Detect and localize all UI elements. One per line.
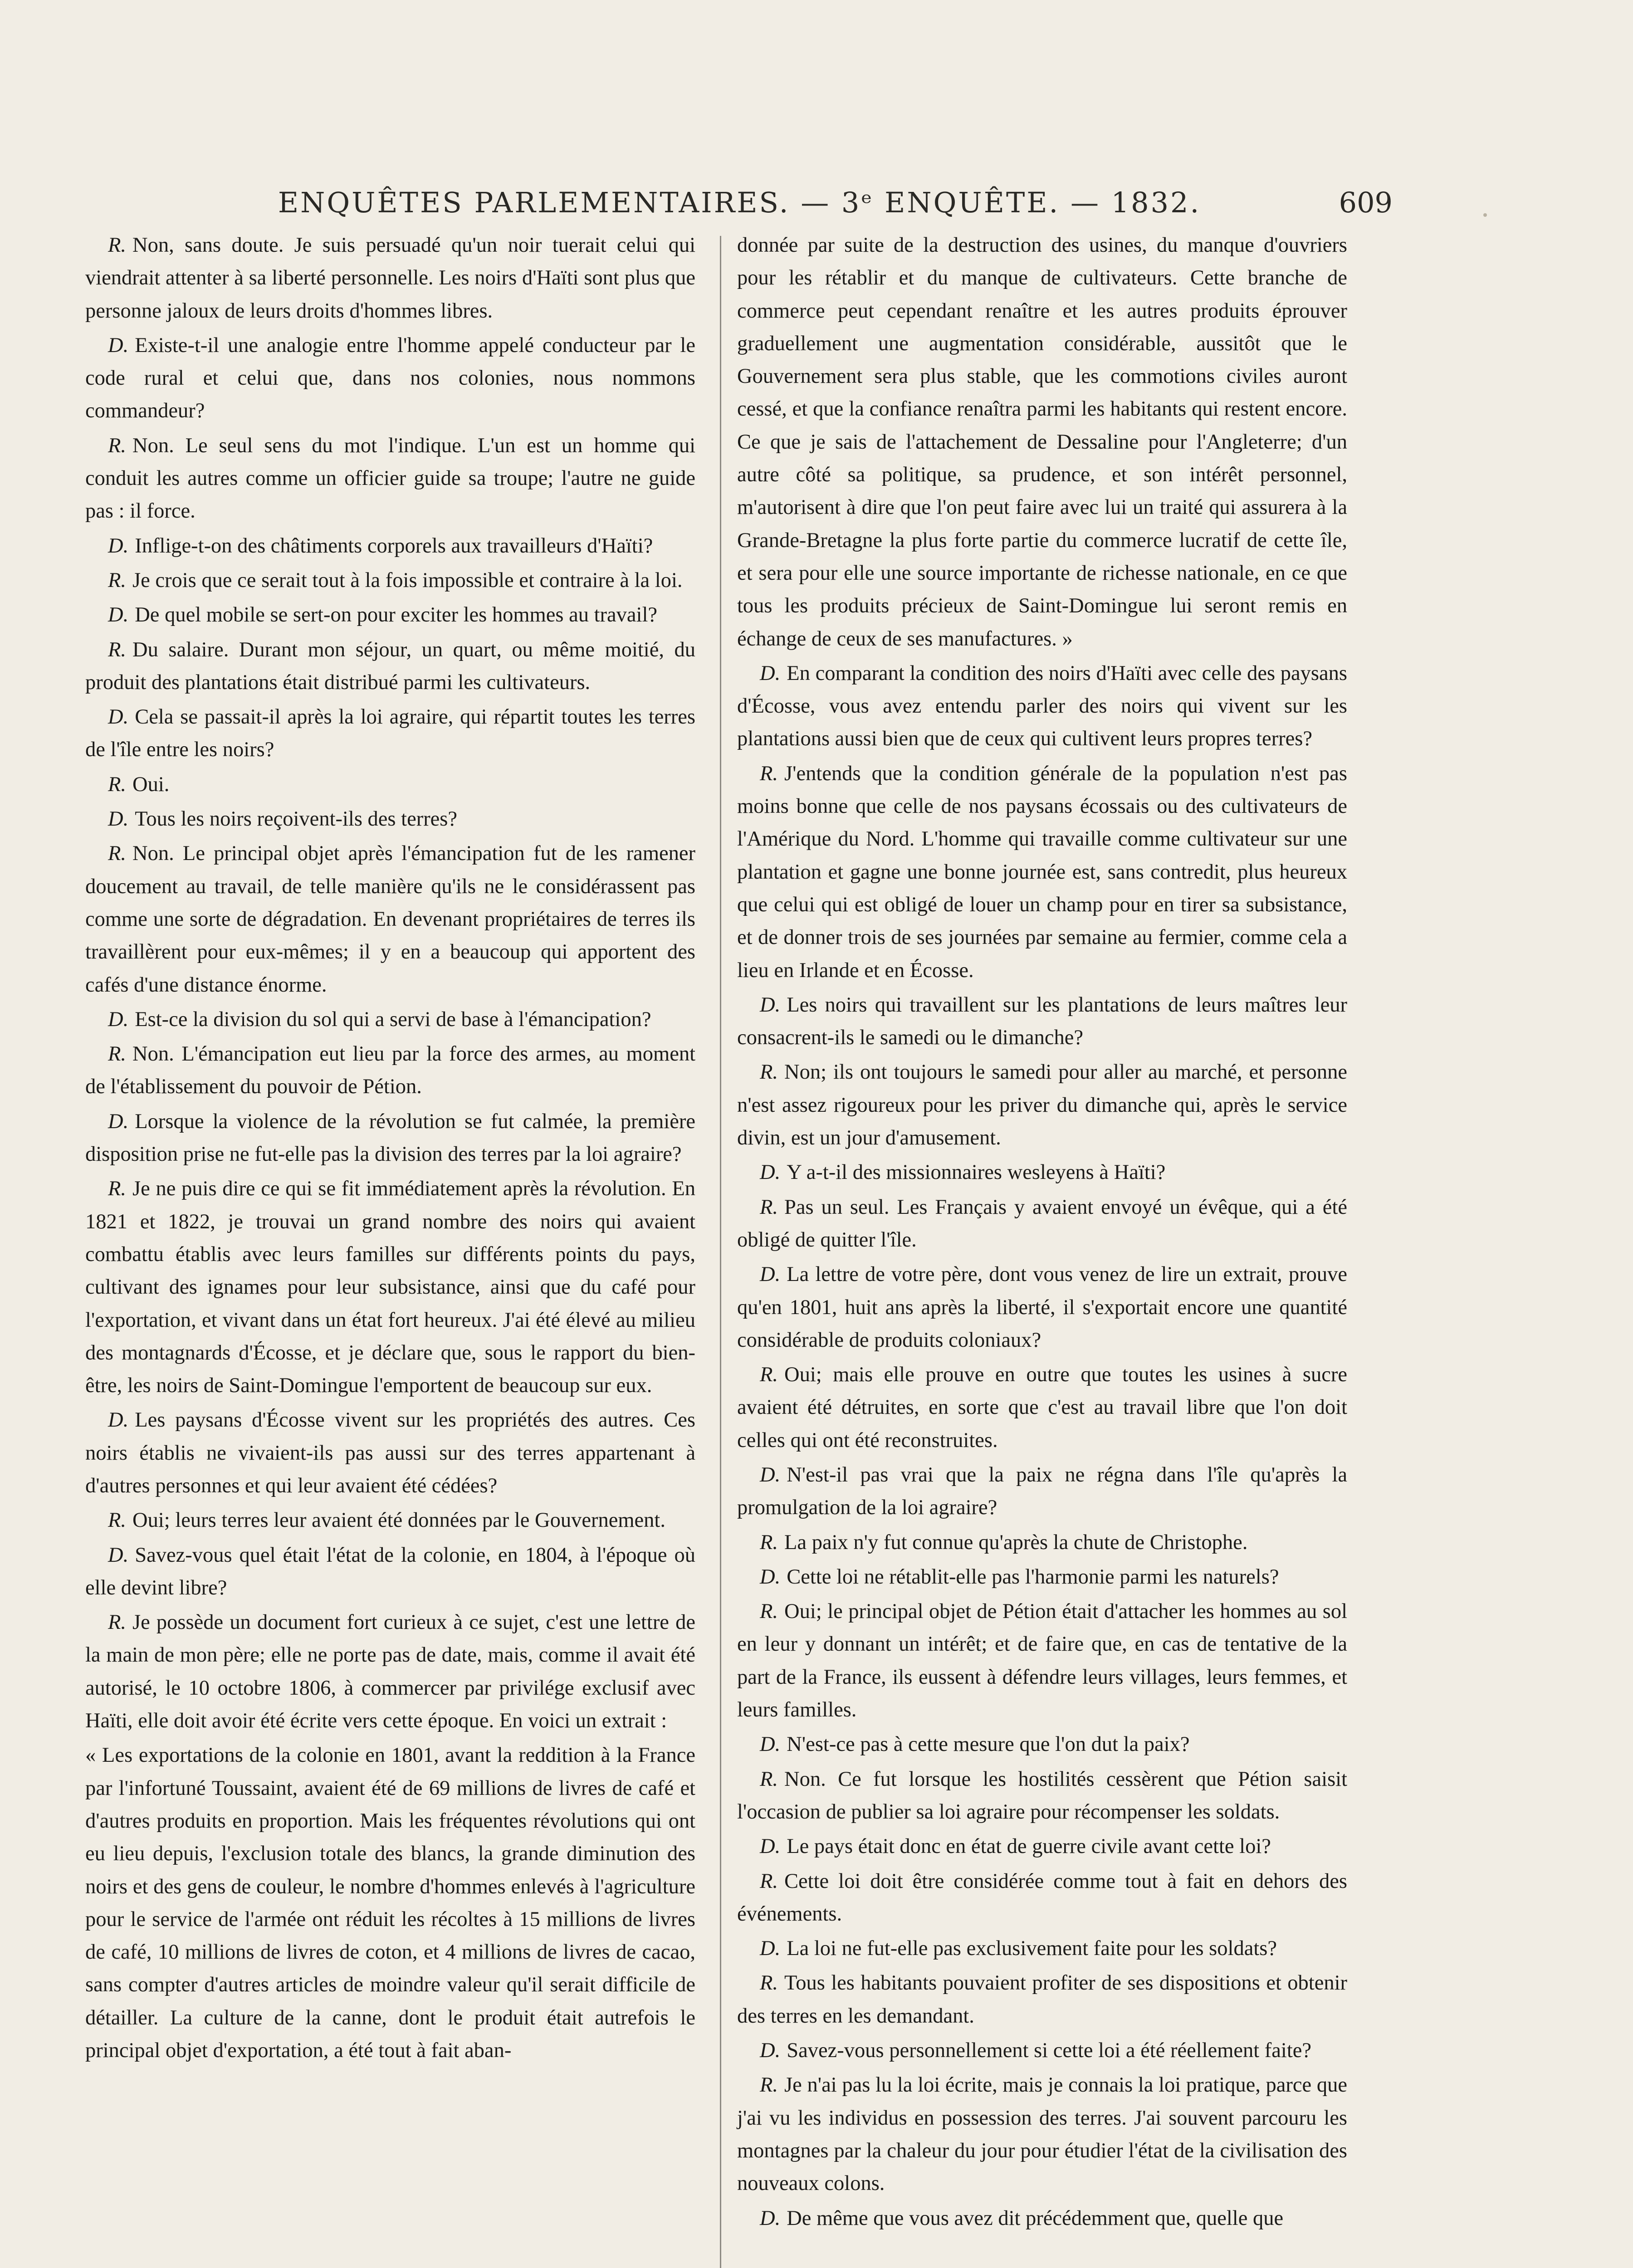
paragraph-text: Non. L'émancipation eut lieu par la force des armes, au moment de l'établissement du pouvoir de Pétion.: [85, 1042, 695, 1099]
paragraph: [737, 1561, 1347, 1593]
speaker-label: D.: [760, 1733, 781, 1756]
paragraph: [85, 1606, 695, 1737]
paragraph-text: Je possède un document fort curieux à ce sujet, c'est une lettre de la main de mon père; elle ne porte pas de date, mais, comme il avait été autorisé, le 10 octobre 1806, à commercer par privilége exclusif avec Haïti, elle doit avoir été écrite vers cette époque. En voici un extrait :: [85, 1611, 695, 1733]
paragraph: [85, 530, 695, 562]
speaker-label: D.: [760, 1835, 781, 1858]
paragraph: [85, 1539, 695, 1605]
paragraph: [737, 1728, 1347, 1761]
paragraph-text: Non. Ce fut lorsque les hostilités cessèrent que Pétion saisit l'occasion de publier sa loi agraire pour récompenser les soldats.: [737, 1767, 1347, 1823]
paragraph-text: Je ne puis dire ce qui se fit immédiatement après la révolution. En 1821 et 1822, je trouvai un grand nombre des noirs qui avaient combattu établis avec leurs familles sur différents points du pays, cultivant des ignames pour leur subsistance, ainsi que du café pour l'exportation, et vivant dans un état fort heureux. J'ai été élevé au milieu des montagnards d'Écosse, et je déclare que, sous le rapport du bien-être, les noirs de Saint-Domingue l'emportent de beaucoup sur eux.: [85, 1177, 695, 1398]
speaker-label: R.: [760, 762, 778, 785]
paragraph-text: Cela se passait-il après la loi agraire, qui répartit toutes les terres de l'île entre les noirs?: [85, 705, 695, 762]
paragraph: [85, 1404, 695, 1502]
speaker-label: R.: [760, 1971, 778, 1995]
paragraph-text: donnée par suite de la destruction des usines, du manque d'ouvriers pour les rétablir et du manque de cultivateurs. Cette branche de commerce peut cependant renaître et les autres produits éprouver graduellement une augmentation considérable, aussitôt que le Gouvernement sera plus stable, que les commotions civiles auront cessé, et que la confiance renaîtra parmi les habitants qui restent encore. Ce que je sais de l'attachement de Dessaline pour l'Angleterre; d'un autre côté sa politique, sa prudence, et son intérêt personnel, m'autorisent à dire que l'on peut faire avec lui un traité qui assurera à la Grande-Bretagne la plus forte partie du commerce lucratif de cette île, et sera pour elle une source importante de richesse nationale, en ce que tous les produits précieux de Saint-Domingue lui seront remis en échange de ceux de ses manufactures. »: [737, 234, 1347, 650]
paragraph: [85, 1739, 695, 2067]
paragraph-text: La loi ne fut-elle pas exclusivement faite pour les soldats?: [787, 1937, 1277, 1960]
paragraph: [85, 564, 695, 597]
speaker-label: D.: [108, 1007, 129, 1031]
paragraph-text: La lettre de votre père, dont vous venez de lire un extrait, prouve qu'en 1801, huit ans après la liberté, il s'exportait encore une quantité considérable de produits coloniaux?: [737, 1263, 1347, 1352]
paragraph-text: Je crois que ce serait tout à la fois impossible et contraire à la loi.: [132, 568, 683, 592]
paragraph: [85, 837, 695, 1001]
paragraph-text: Est-ce la division du sol qui a servi de base à l'émancipation?: [135, 1007, 651, 1031]
speaker-label: R.: [760, 1869, 778, 1893]
paragraph: [737, 989, 1347, 1055]
paragraph-text: Non. Le principal objet après l'émancipation fut de les ramener doucement au travail, de telle manière qu'ils ne le considérassent pas comme une sorte de dégradation. En devenant propriétaires de terres ils travaillèrent pour eux-mêmes; il y en a beaucoup qui apportent des cafés d'une distance énorme.: [85, 842, 695, 997]
paragraph: [737, 758, 1347, 987]
speaker-label: R.: [760, 2073, 778, 2097]
speaker-label: D.: [108, 1543, 129, 1567]
paper-speck: [1483, 213, 1487, 217]
speaker-label: R.: [760, 1530, 778, 1554]
paragraph-text: Existe-t-il une analogie entre l'homme appelé conducteur par le code rural et celui que, dans nos colonies, nous nommons commandeur?: [85, 333, 695, 423]
paragraph: [737, 1258, 1347, 1357]
speaker-label: D.: [760, 1937, 781, 1960]
speaker-label: D.: [108, 1408, 129, 1432]
speaker-label: R.: [108, 1611, 127, 1634]
speaker-label: R.: [108, 1177, 127, 1201]
paragraph-text: Non; ils ont toujours le samedi pour aller au marché, et personne n'est assez rigoureux pour les priver du dimanche qui, après le service divin, est un jour d'amusement.: [737, 1061, 1347, 1150]
paragraph-text: Oui; le principal objet de Pétion était d'attacher les hommes au sol en leur y donnant un intérêt; et de faire que, en cas de tentative de la part de la France, ils eussent à défendre leurs villages, leurs femmes, et leurs familles.: [737, 1600, 1347, 1722]
speaker-label: R.: [108, 234, 127, 257]
paragraph: [85, 1038, 695, 1104]
paragraph-text: Tous les noirs reçoivent-ils des terres?: [135, 807, 458, 831]
paragraph: [737, 229, 1347, 655]
paragraph-text: De quel mobile se sert-on pour exciter les hommes au travail?: [135, 603, 658, 627]
paragraph: [737, 1526, 1347, 1559]
paragraph-text: Les noirs qui travaillent sur les plantations de leurs maîtres leur consacrent-ils le samedi ou le dimanche?: [737, 993, 1347, 1050]
paragraph-text: Les paysans d'Écosse vivent sur les propriétés des autres. Ces noirs établis ne vivaient-ils pas aussi sur des terres appartenant à d'autres personnes et qui leur avaient été cédées?: [85, 1408, 695, 1497]
paragraph: [737, 1056, 1347, 1154]
speaker-label: R.: [108, 842, 127, 865]
speaker-label: R.: [108, 1509, 127, 1532]
paragraph: [737, 1595, 1347, 1726]
paragraph-text: En comparant la condition des noirs d'Haïti avec celle des paysans d'Écosse, vous avez entendu parler des noirs qui vivent sur les plantations aussi bien que de ceux qui cultivent leurs propres terres?: [737, 661, 1347, 751]
paragraph: [737, 1763, 1347, 1829]
column-divider: [720, 236, 721, 2268]
speaker-label: D.: [760, 2206, 781, 2230]
speaker-label: D.: [108, 1110, 129, 1133]
paragraph-text: J'entends que la condition générale de la population n'est pas moins bonne que celle de nos paysans écossais ou des cultivateurs de l'Amérique du Nord. L'homme qui travaille comme cultivateur sur une plantation et gagne une bonne journée est, sans contredit, plus heureux que celui qui est obligé de louer un champ pour en tirer sa subsistance, et de donner trois de ses journées par semaine au fermier, comme cela a lieu en Irlande et en Écosse.: [737, 762, 1347, 982]
speaker-label: D.: [760, 1161, 781, 1184]
speaker-label: D.: [760, 2039, 781, 2063]
speaker-label: D.: [760, 1463, 781, 1486]
speaker-label: R.: [108, 1042, 127, 1066]
speaker-label: D.: [108, 603, 129, 627]
paragraph: [85, 599, 695, 631]
paragraph-text: Pas un seul. Les Français y avaient envoyé un évêque, qui a été obligé de quitter l'île.: [737, 1195, 1347, 1251]
speaker-label: D.: [108, 807, 129, 831]
paragraph: [737, 2069, 1347, 2200]
speaker-label: R.: [108, 434, 127, 457]
speaker-label: R.: [108, 772, 127, 796]
paragraph: [737, 1191, 1347, 1257]
paragraph: [737, 1967, 1347, 2033]
paragraph-text: N'est-ce pas à cette mesure que l'on dut la paix?: [787, 1733, 1190, 1756]
speaker-label: R.: [760, 1363, 778, 1387]
speaker-label: R.: [760, 1061, 778, 1084]
running-title: ENQUÊTES PARLEMENTAIRES. — 3ᵉ ENQUÊTE. — 1832.: [278, 186, 1201, 219]
paragraph-text: Y a-t-il des missionnaires wesleyens à Haïti?: [787, 1161, 1166, 1184]
paragraph: [737, 657, 1347, 756]
paragraph: [737, 1359, 1347, 1457]
paragraph: [737, 1830, 1347, 1863]
page-header: [86, 177, 1393, 231]
paragraph-text: La paix n'y fut connue qu'après la chute de Christophe.: [784, 1530, 1248, 1554]
paragraph: [85, 430, 695, 528]
paragraph-text: Oui.: [132, 772, 170, 796]
speaker-label: D.: [108, 333, 129, 357]
paragraph-text: Savez-vous personnellement si cette loi a été réellement faite?: [787, 2039, 1312, 2063]
right-column: [737, 229, 1347, 2237]
paragraph-text: Du salaire. Durant mon séjour, un quart, ou même moitié, du produit des plantations était distribué parmi les cultivateurs.: [85, 638, 695, 694]
paragraph: [85, 768, 695, 801]
paragraph-text: Non, sans doute. Je suis persuadé qu'un noir tuerait celui qui viendrait attenter à sa liberté personnelle. Les noirs d'Haïti sont plus que personne jaloux de leurs droits d'hommes libres.: [85, 234, 695, 323]
speaker-label: D.: [760, 661, 781, 685]
paragraph: [85, 1504, 695, 1537]
paragraph-text: Oui; mais elle prouve en outre que toutes les usines à sucre avaient été détruites, en sorte que c'est au travail libre que l'on doit celles qui ont été reconstruites.: [737, 1363, 1347, 1452]
paragraph: [85, 1003, 695, 1036]
paragraph: [85, 1105, 695, 1171]
paragraph-text: « Les exportations de la colonie en 1801, avant la reddition à la France par l'infortuné Toussaint, avaient été de 69 millions de livres de café et d'autres produits en proportion. Mais les fréquentes révolutions qui ont eu lieu depuis, l'exclusion totale des blancs, la grande diminution des noirs et des gens de couleur, le nombre d'hommes enlevés à l'agriculture pour le service de l'armée ont réduit les récoltes à 15 millions de livres de café, 10 millions de livres de coton, et 4 millions de livres de cacao, sans compter d'autres articles de moindre valeur qu'il serait difficile de détailler. La culture de la canne, dont le produit était autrefois le principal objet d'exportation, a été tout à fait aban-: [85, 1744, 695, 2063]
paragraph-text: Lorsque la violence de la révolution se fut calmée, la première disposition prise ne fut-elle pas la division des terres par la loi agraire?: [85, 1110, 695, 1166]
paragraph: [85, 701, 695, 767]
page-number: 609: [1339, 186, 1393, 219]
paragraph-text: Cette loi ne rétablit-elle pas l'harmonie parmi les naturels?: [787, 1565, 1279, 1589]
speaker-label: D.: [760, 1565, 781, 1589]
paragraph: [85, 229, 695, 327]
left-column: [85, 229, 695, 2069]
paragraph-text: Inflige-t-on des châtiments corporels aux travailleurs d'Haïti?: [135, 534, 653, 557]
paragraph: [85, 329, 695, 428]
paragraph-text: Je n'ai pas lu la loi écrite, mais je connais la loi pratique, parce que j'ai vu les individus en possession des terres. J'ai souvent parcouru les montagnes par la chaleur du jour pour étudier l'état de la civilisation des nouveaux colons.: [737, 2073, 1347, 2195]
paragraph-text: Non. Le seul sens du mot l'indique. L'un est un homme qui conduit les autres comme un officier guide sa troupe; l'autre ne guide pas : il force.: [85, 434, 695, 523]
speaker-label: R.: [108, 638, 127, 661]
speaker-label: R.: [760, 1767, 778, 1791]
speaker-label: D.: [108, 705, 129, 729]
paragraph-text: De même que vous avez dit précédemment que, quelle que: [787, 2206, 1284, 2230]
paragraph: [737, 2034, 1347, 2067]
paragraph: [737, 1459, 1347, 1525]
paragraph: [737, 1932, 1347, 1965]
paragraph: [85, 803, 695, 836]
speaker-label: D.: [108, 534, 129, 557]
paragraph-text: Oui; leurs terres leur avaient été données par le Gouvernement.: [132, 1509, 665, 1532]
paragraph-text: Savez-vous quel était l'état de la colonie, en 1804, à l'époque où elle devint libre?: [85, 1543, 695, 1599]
paragraph-text: Le pays était donc en état de guerre civile avant cette loi?: [787, 1835, 1271, 1858]
speaker-label: D.: [760, 993, 781, 1017]
paragraph: [737, 1156, 1347, 1189]
paragraph: [85, 1173, 695, 1402]
speaker-label: R.: [108, 568, 127, 592]
speaker-label: R.: [760, 1195, 778, 1219]
speaker-label: R.: [760, 1600, 778, 1623]
paragraph: [737, 2202, 1347, 2235]
paragraph: [85, 634, 695, 699]
paragraph-text: Cette loi doit être considérée comme tout à fait en dehors des événements.: [737, 1869, 1347, 1926]
speaker-label: D.: [760, 1263, 781, 1286]
paragraph: [737, 1865, 1347, 1931]
paragraph-text: N'est-il pas vrai que la paix ne régna dans l'île qu'après la promulgation de la loi agraire?: [737, 1463, 1347, 1520]
paragraph-text: Tous les habitants pouvaient profiter de ses dispositions et obtenir des terres en les demandant.: [737, 1971, 1347, 2028]
